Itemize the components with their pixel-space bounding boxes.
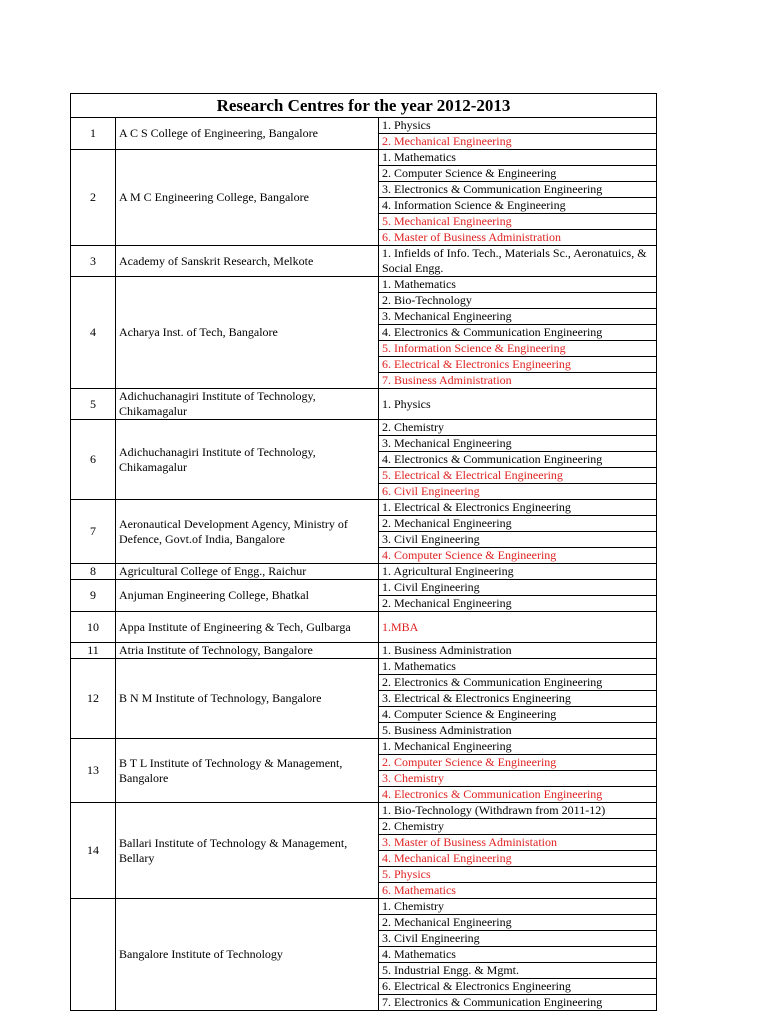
table-row: [71, 899, 657, 915]
department-cell: 2. Mechanical Engineering: [379, 516, 657, 532]
department-cell: 2. Computer Science & Engineering: [379, 755, 657, 771]
institution-cell: Atria Institute of Technology, Bangalore: [116, 643, 379, 659]
serial-number-cell: 12: [71, 659, 116, 739]
department-cell: 4. Computer Science & Engineering: [379, 548, 657, 564]
institution-cell: Anjuman Engineering College, Bhatkal: [116, 580, 379, 612]
department-cell: 1. Electrical & Electronics Engineering: [379, 500, 657, 516]
institution-cell: Ballari Institute of Technology & Management, Bellary: [116, 803, 379, 899]
serial-number-cell: 11: [71, 643, 116, 659]
serial-number-cell: 10: [71, 612, 116, 643]
department-cell: 4. Mechanical Engineering: [379, 851, 657, 867]
department-cell: 5. Electrical & Electrical Engineering: [379, 468, 657, 484]
department-cell: 1. Mathematics: [379, 277, 657, 293]
department-cell: 3. Master of Business Administation: [379, 835, 657, 851]
table-row: [71, 659, 657, 675]
department-cell: 6. Civil Engineering: [379, 484, 657, 500]
table-row: [71, 150, 657, 166]
table-row: [71, 803, 657, 819]
department-cell: 6. Electrical & Electronics Engineering: [379, 979, 657, 995]
table-row: [71, 612, 657, 643]
department-cell: 4. Electronics & Communication Engineering: [379, 325, 657, 341]
department-cell: 1. Mechanical Engineering: [379, 739, 657, 755]
table-row: [71, 246, 657, 277]
department-cell: 2. Chemistry: [379, 819, 657, 835]
department-cell: 3. Civil Engineering: [379, 931, 657, 947]
department-cell: 1. Chemistry: [379, 899, 657, 915]
serial-number-cell: 4: [71, 277, 116, 389]
serial-number-cell: 6: [71, 420, 116, 500]
serial-number-cell: [71, 899, 116, 1011]
department-cell: 7. Electronics & Communication Engineering: [379, 995, 657, 1011]
department-cell: 2. Computer Science & Engineering: [379, 166, 657, 182]
serial-number-cell: 5: [71, 389, 116, 420]
institution-cell: B N M Institute of Technology, Bangalore: [116, 659, 379, 739]
department-cell: 2. Chemistry: [379, 420, 657, 436]
department-cell: 3. Electrical & Electronics Engineering: [379, 691, 657, 707]
department-cell: 5. Physics: [379, 867, 657, 883]
table-row: [71, 118, 657, 134]
department-cell: 3. Chemistry: [379, 771, 657, 787]
department-cell: 7. Business Administration: [379, 373, 657, 389]
institution-cell: Acharya Inst. of Tech, Bangalore: [116, 277, 379, 389]
table-row: [71, 420, 657, 436]
serial-number-cell: 14: [71, 803, 116, 899]
serial-number-cell: 9: [71, 580, 116, 612]
institution-cell: Appa Institute of Engineering & Tech, Gulbarga: [116, 612, 379, 643]
department-cell: 6. Master of Business Administration: [379, 230, 657, 246]
department-cell: 4. Mathematics: [379, 947, 657, 963]
department-cell: 2. Bio-Technology: [379, 293, 657, 309]
department-cell: 1. Mathematics: [379, 150, 657, 166]
department-cell: 4. Information Science & Engineering: [379, 198, 657, 214]
department-cell: 4. Electronics & Communication Engineering: [379, 787, 657, 803]
department-cell: 3. Electronics & Communication Engineering: [379, 182, 657, 198]
table-row: [71, 564, 657, 580]
department-cell: 6. Mathematics: [379, 883, 657, 899]
department-cell: 1. Civil Engineering: [379, 580, 657, 596]
serial-number-cell: 7: [71, 500, 116, 564]
department-cell: 5. Business Administration: [379, 723, 657, 739]
department-cell: 3. Civil Engineering: [379, 532, 657, 548]
page-title: Research Centres for the year 2012-2013: [71, 94, 657, 118]
department-cell: 3. Mechanical Engineering: [379, 436, 657, 452]
department-cell: 2. Mechanical Engineering: [379, 915, 657, 931]
research-centres-table: [70, 93, 657, 1011]
department-cell: 4. Computer Science & Engineering: [379, 707, 657, 723]
serial-number-cell: 3: [71, 246, 116, 277]
department-cell: 1. Bio-Technology (Withdrawn from 2011-12): [379, 803, 657, 819]
institution-cell: A M C Engineering College, Bangalore: [116, 150, 379, 246]
department-cell: 6. Electrical & Electronics Engineering: [379, 357, 657, 373]
serial-number-cell: 1: [71, 118, 116, 150]
institution-cell: B T L Institute of Technology & Management, Bangalore: [116, 739, 379, 803]
institution-cell: Agricultural College of Engg., Raichur: [116, 564, 379, 580]
table-row: [71, 580, 657, 596]
department-cell: 1. Business Administration: [379, 643, 657, 659]
department-cell: 4. Electronics & Communication Engineering: [379, 452, 657, 468]
table-row: [71, 277, 657, 293]
department-cell: 2. Mechanical Engineering: [379, 134, 657, 150]
department-cell: 1. Physics: [379, 389, 657, 420]
department-cell: 2. Electronics & Communication Engineering: [379, 675, 657, 691]
title-row: [71, 94, 657, 118]
institution-cell: Adichuchanagiri Institute of Technology, Chikamagalur: [116, 389, 379, 420]
department-cell: 1.MBA: [379, 612, 657, 643]
research-centres-sheet: [70, 93, 656, 1009]
institution-cell: A C S College of Engineering, Bangalore: [116, 118, 379, 150]
institution-cell: Adichuchanagiri Institute of Technology, Chikamagalur: [116, 420, 379, 500]
department-cell: 5. Information Science & Engineering: [379, 341, 657, 357]
department-cell: 2. Mechanical Engineering: [379, 596, 657, 612]
department-cell: 1. Mathematics: [379, 659, 657, 675]
serial-number-cell: 2: [71, 150, 116, 246]
department-cell: 1. Infields of Info. Tech., Materials Sc., Aeronatuics, & Social Engg.: [379, 246, 657, 277]
institution-cell: Aeronautical Development Agency, Ministry of Defence, Govt.of India, Bangalore: [116, 500, 379, 564]
department-cell: 5. Industrial Engg. & Mgmt.: [379, 963, 657, 979]
department-cell: 1. Agricultural Engineering: [379, 564, 657, 580]
table-row: [71, 500, 657, 516]
table-row: [71, 643, 657, 659]
serial-number-cell: 13: [71, 739, 116, 803]
department-cell: 1. Physics: [379, 118, 657, 134]
table-row: [71, 389, 657, 420]
institution-cell: Bangalore Institute of Technology: [116, 899, 379, 1011]
institution-cell: Academy of Sanskrit Research, Melkote: [116, 246, 379, 277]
department-cell: 3. Mechanical Engineering: [379, 309, 657, 325]
serial-number-cell: 8: [71, 564, 116, 580]
department-cell: 5. Mechanical Engineering: [379, 214, 657, 230]
table-row: [71, 739, 657, 755]
